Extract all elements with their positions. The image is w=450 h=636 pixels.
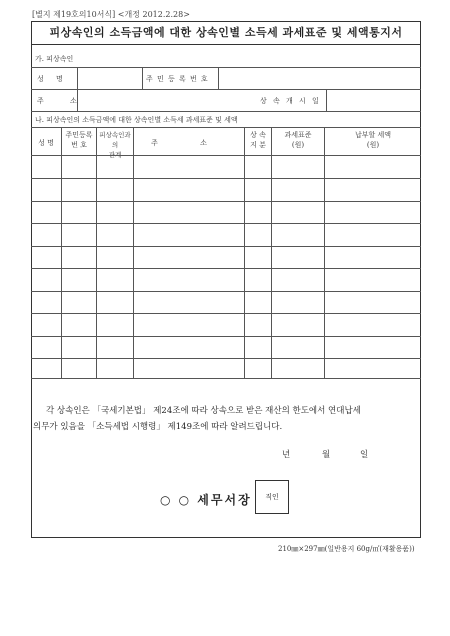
- date-day: 일: [360, 450, 369, 460]
- divider: [244, 127, 245, 378]
- official-seal-box: 직인: [255, 480, 289, 514]
- divider: [31, 246, 421, 247]
- divider: [31, 127, 421, 128]
- date-month: 월: [322, 450, 331, 460]
- decedent-name-label: 성 명: [37, 75, 68, 83]
- divider: [31, 378, 421, 379]
- divider: [31, 67, 421, 68]
- divider: [31, 336, 421, 337]
- date-year: 년: [282, 450, 291, 460]
- col-header-address: 주 소: [151, 139, 227, 147]
- divider: [31, 111, 421, 112]
- divider: [31, 358, 421, 359]
- divider: [31, 291, 421, 292]
- divider: [31, 178, 421, 179]
- divider: [218, 67, 219, 89]
- divider: [31, 223, 421, 224]
- tax-office-head: ○ ○ 세무서장: [160, 493, 252, 507]
- divider: [324, 127, 325, 378]
- divider: [326, 89, 327, 111]
- col-header-rrn: 주민등록 번 호: [65, 131, 93, 149]
- col-header-relation: 피상속인과의 관계: [99, 131, 131, 159]
- notice-line-2: 의무가 있음을 「소득세법 시행령」 제149조에 따라 알려드립니다.: [33, 422, 283, 432]
- divider: [271, 127, 272, 378]
- divider: [31, 268, 421, 269]
- divider: [61, 127, 62, 378]
- divider: [31, 155, 421, 156]
- form-title: 피상속인의 소득금액에 대한 상속인별 소득세 과세표준 및 세액통지서: [31, 21, 421, 45]
- divider: [31, 201, 421, 202]
- notice-line-1: 각 상속인은 「국세기본법」 제24조에 따라 상속으로 받은 재산의 한도에서 연대납세: [46, 406, 361, 416]
- inheritance-start-field[interactable]: [329, 91, 417, 109]
- section-b-heading: 나. 피상속인의 소득금액에 대한 상속인별 소득세 과세표준 및 세액: [35, 116, 238, 124]
- col-header-tax-amount: 납부할 세액 (원): [354, 131, 392, 149]
- decedent-rrn-label: 주 민 등 록 번 호: [146, 75, 209, 83]
- col-header-share: 상 속 지 분: [250, 131, 266, 149]
- decedent-address-label: 주 소: [37, 97, 89, 105]
- col-header-tax-base: 과세표준 (원): [284, 131, 312, 149]
- divider: [31, 313, 421, 314]
- divider: [77, 67, 78, 89]
- divider: [142, 67, 143, 89]
- decedent-rrn-field[interactable]: [221, 69, 417, 87]
- divider: [77, 89, 78, 111]
- divider: [133, 127, 134, 378]
- col-header-name: 성 명: [38, 139, 54, 147]
- divider: [96, 127, 97, 378]
- section-a-heading: 가. 피상속인: [35, 55, 74, 63]
- divider: [31, 89, 421, 90]
- form-number: [별지 제19호의10서식] <개정 2012.2.28>: [32, 10, 190, 19]
- paper-spec: 210㎜×297㎜(일반용지 60g/㎡(재활용품)): [278, 545, 415, 553]
- decedent-address-field[interactable]: [80, 91, 250, 109]
- decedent-name-field[interactable]: [80, 69, 140, 87]
- inheritance-start-label: 상 속 개 시 일: [260, 97, 321, 105]
